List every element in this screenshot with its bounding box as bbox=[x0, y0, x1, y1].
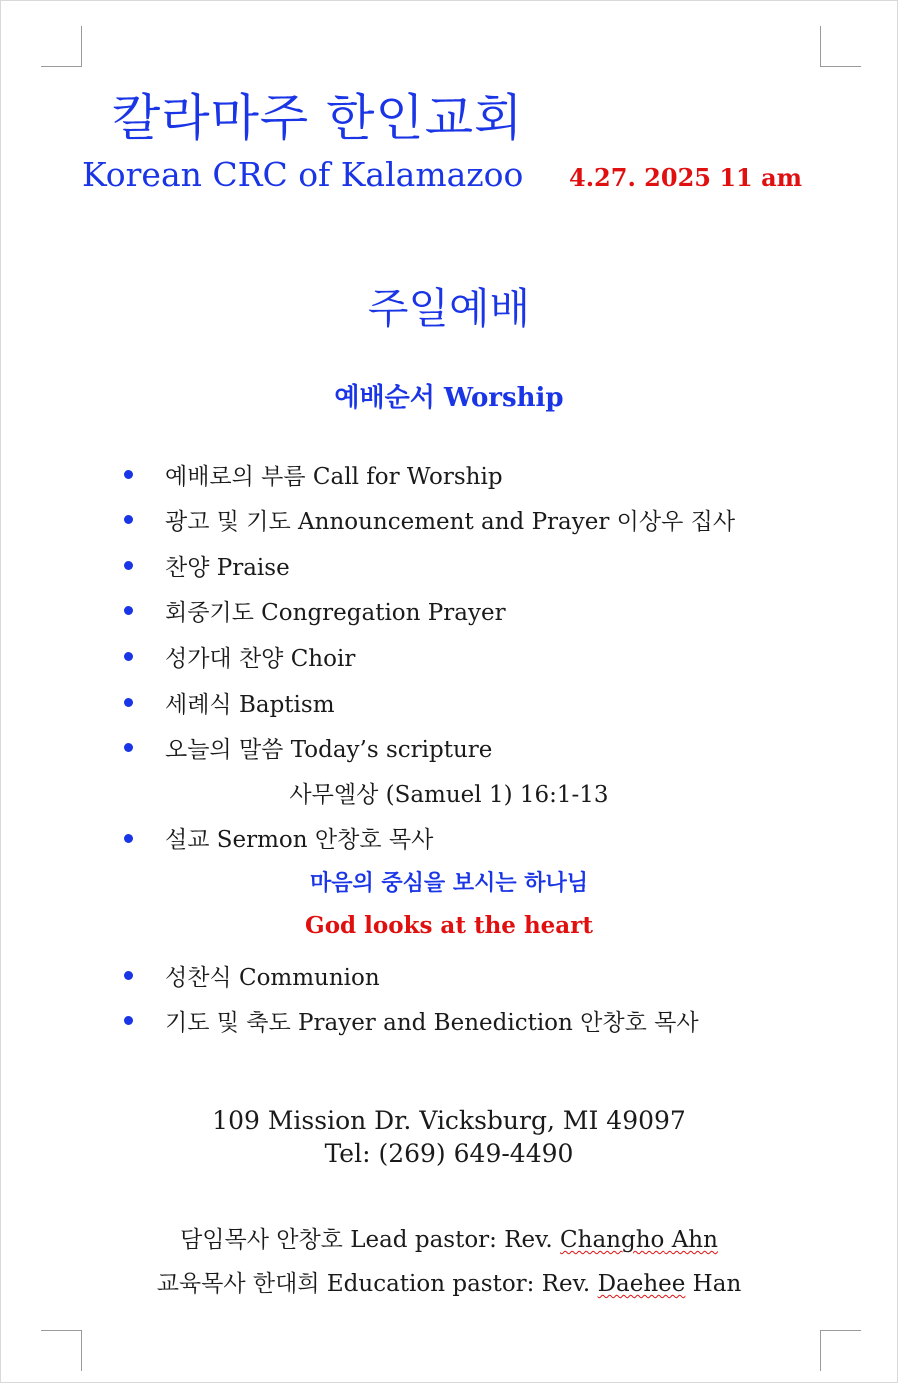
lead-pastor-space bbox=[664, 1227, 671, 1253]
bullet-icon bbox=[124, 743, 133, 752]
bullet-icon bbox=[124, 470, 133, 479]
bullet-icon bbox=[124, 698, 133, 707]
service-title: 주일예배 bbox=[367, 284, 531, 333]
education-pastor-prefix: 교육목사 한대희 Education pastor: Rev. bbox=[156, 1271, 598, 1297]
list-item: 오늘의 말씀 Today’s scripture bbox=[165, 737, 493, 763]
bullet-icon bbox=[124, 652, 133, 661]
crop-mark-top-left bbox=[41, 26, 82, 67]
church-name-english: Korean CRC of Kalamazoo bbox=[82, 155, 524, 194]
service-date-time: 4.27. 2025 11 am bbox=[569, 163, 803, 192]
crop-mark-top-right bbox=[820, 26, 861, 67]
crop-mark-bottom-left bbox=[41, 1330, 82, 1371]
bullet-icon bbox=[124, 515, 133, 524]
sermon-title-korean: 마음의 중심을 보시는 하나님 bbox=[309, 871, 588, 896]
church-telephone: Tel: (269) 649-4490 bbox=[324, 1139, 574, 1168]
bullet-icon bbox=[124, 561, 133, 570]
sermon-title-english: God looks at the heart bbox=[305, 912, 593, 939]
crop-mark-bottom-right bbox=[820, 1330, 861, 1371]
church-name-korean: 칼라마주 한인교회 bbox=[112, 89, 524, 147]
lead-pastor-line bbox=[0, 1221, 898, 1254]
bullet-icon bbox=[124, 834, 133, 843]
list-item: 회중기도 Congregation Prayer bbox=[165, 600, 506, 626]
bullet-icon bbox=[124, 971, 133, 980]
list-item: 세례식 Baptism bbox=[165, 692, 335, 718]
order-of-worship-title: 예배순서 Worship bbox=[334, 383, 564, 413]
list-item: 설교 Sermon 안창호 목사 bbox=[165, 827, 434, 853]
list-item: 성가대 찬양 Choir bbox=[165, 646, 356, 672]
education-pastor-first-name: Daehee bbox=[597, 1271, 686, 1297]
scripture-reference: 사무엘상 (Samuel 1) 16:1-13 bbox=[289, 782, 609, 808]
list-item: 광고 및 기도 Announcement and Prayer 이상우 집사 bbox=[165, 509, 736, 535]
education-pastor-line bbox=[0, 1265, 898, 1298]
bullet-icon bbox=[124, 606, 133, 615]
lead-pastor-first-name: Changho bbox=[560, 1227, 665, 1253]
education-pastor-last-name: Han bbox=[685, 1271, 742, 1297]
lead-pastor-last-name: Ahn bbox=[671, 1227, 718, 1253]
list-item: 예배로의 부름 Call for Worship bbox=[165, 464, 503, 490]
list-item: 성찬식 Communion bbox=[165, 965, 380, 991]
list-item: 기도 및 축도 Prayer and Benediction 안창호 목사 bbox=[165, 1010, 699, 1036]
bullet-icon bbox=[124, 1016, 133, 1025]
list-item: 찬양 Praise bbox=[165, 555, 290, 581]
lead-pastor-prefix: 담임목사 안창호 Lead pastor: Rev. bbox=[180, 1227, 561, 1253]
church-address: 109 Mission Dr. Vicksburg, MI 49097 bbox=[212, 1106, 686, 1135]
